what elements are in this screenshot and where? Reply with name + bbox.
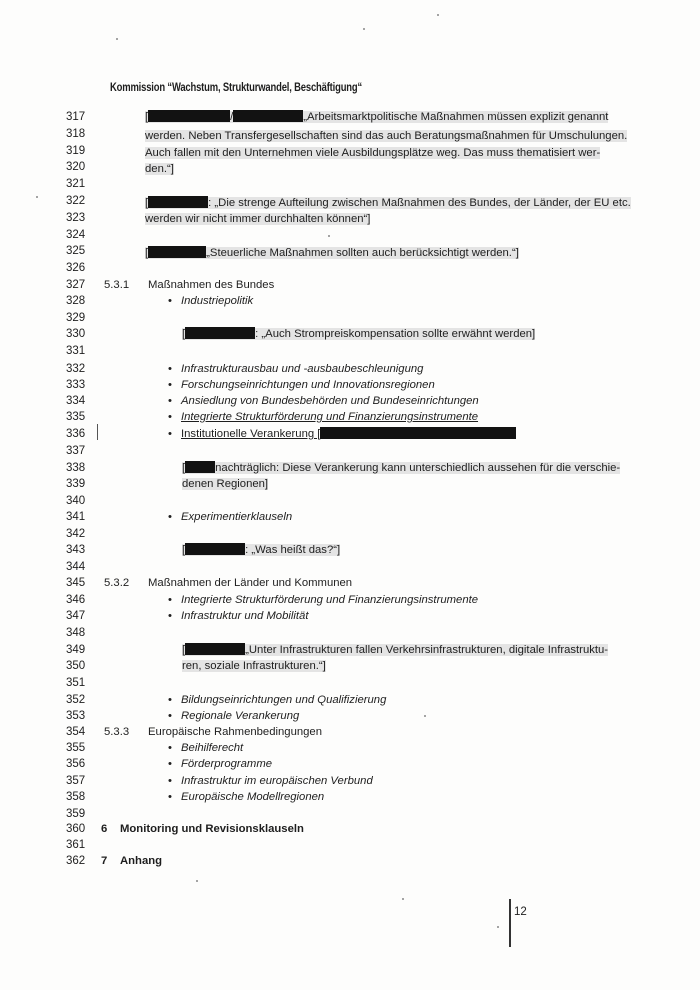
redaction-bar — [148, 246, 206, 258]
scan-speck — [36, 196, 38, 198]
scan-speck — [402, 898, 404, 900]
line-number: 354 — [66, 726, 86, 738]
line-number: 339 — [66, 478, 86, 490]
line-number: 361 — [66, 839, 86, 851]
bullet-item: • Infrastruktur im europäischen Verbund — [181, 774, 373, 788]
line-number: 344 — [66, 561, 86, 573]
line-number: 346 — [66, 594, 86, 606]
line-number: 323 — [66, 212, 86, 224]
line-number: 320 — [66, 161, 86, 173]
section-title-5-3-2: Maßnahmen der Länder und Kommunen — [148, 577, 353, 589]
line-number: 317 — [66, 111, 86, 123]
line-number: 328 — [66, 295, 86, 307]
margin-change-bar — [97, 424, 98, 440]
line-number: 352 — [66, 694, 86, 706]
section-number-7: 7 — [101, 855, 108, 867]
bullet-item: • Ansiedlung von Bundesbehörden und Bundeseinrichtungen — [181, 394, 479, 408]
redaction-bar — [185, 543, 245, 555]
line-number: 318 — [66, 128, 86, 140]
scan-speck — [437, 14, 439, 16]
bullet-item: • Infrastrukturausbau und -ausbaubeschleunigung — [181, 362, 423, 376]
line-number: 319 — [66, 145, 86, 157]
line-number: 345 — [66, 577, 86, 589]
section-number-5-3-3: 5.3.3 — [104, 726, 130, 738]
line-number: 322 — [66, 195, 86, 207]
redaction-bar — [233, 110, 303, 122]
line-number: 358 — [66, 791, 86, 803]
comment-349-line2: ren, soziale Infrastrukturen.“] — [182, 660, 326, 672]
redaction-bar — [185, 327, 255, 339]
line-number: 348 — [66, 627, 86, 639]
line-number: 321 — [66, 178, 86, 190]
line-number: 332 — [66, 363, 86, 375]
comment-317-line3: Auch fallen mit den Unternehmen viele Ausbildungsplätze weg. Das muss thematisiert wer- — [145, 147, 601, 159]
comment-338-line2: denen Regionen] — [182, 478, 269, 490]
line-number: 349 — [66, 644, 86, 656]
line-number: 326 — [66, 262, 86, 274]
bullet-item: • Förderprogramme — [181, 757, 272, 771]
comment-322: [ : „Die strenge Aufteilung zwischen Maßnahmen des Bundes, der Länder, der EU etc. — [145, 197, 631, 209]
bullet-item: • Integrierte Strukturförderung und Finanzierungsinstrumente — [181, 593, 478, 607]
bracket-slash: / — [230, 111, 234, 123]
line-number: 351 — [66, 677, 86, 689]
comment-317 — [145, 110, 615, 124]
bullet-item: • Europäische Modellregionen — [181, 790, 324, 804]
comment-325: [ „Steuerliche Maßnahmen sollten auch berücksichtigt werden.“] — [145, 247, 519, 259]
redaction-bar — [148, 110, 230, 122]
page-number-bar — [509, 899, 511, 947]
comment-322-line2: werden wir nicht immer durchhalten können“] — [145, 213, 371, 225]
line-number: 362 — [66, 855, 86, 867]
line-number: 340 — [66, 495, 86, 507]
redaction-bar — [320, 427, 516, 439]
section-title-5-3-1: Maßnahmen des Bundes — [148, 279, 275, 291]
line-number: 342 — [66, 528, 86, 540]
line-number: 330 — [66, 328, 86, 340]
bullet-item: • Integrierte Strukturförderung und Finanzierungsinstrumente — [181, 410, 478, 424]
comment-317-line4: den.“] — [145, 163, 174, 175]
scan-speck — [196, 880, 198, 882]
line-number: 341 — [66, 511, 86, 523]
line-number: 327 — [66, 279, 86, 291]
page-number: 12 — [514, 906, 527, 918]
line-number: 336 — [66, 428, 86, 440]
line-number: 359 — [66, 808, 86, 820]
comment-343: [ : „Was heißt das?“] — [182, 544, 341, 556]
redaction-bar — [185, 643, 245, 655]
line-number: 350 — [66, 660, 86, 672]
section-number-6: 6 — [101, 823, 108, 835]
scan-speck — [497, 926, 499, 928]
line-number: 353 — [66, 710, 86, 722]
line-number: 331 — [66, 345, 86, 357]
comment-text: „Arbeitsmarktpolitische Maßnahmen müssen explizit genannt — [303, 111, 609, 123]
line-number: 357 — [66, 775, 86, 787]
line-number: 356 — [66, 758, 86, 770]
scan-speck — [328, 235, 330, 237]
bullet-item: • Experimentierklauseln — [181, 510, 292, 524]
section-title-6: Monitoring und Revisionsklauseln — [120, 823, 304, 835]
scan-speck — [116, 38, 118, 40]
redaction-bar — [148, 196, 208, 208]
comment-338: [ nachträglich: Diese Verankerung kann unterschiedlich aussehen für die verschie- — [182, 462, 621, 474]
bracket-open: [ — [145, 111, 149, 123]
section-number-5-3-1: 5.3.1 — [104, 279, 130, 291]
line-number: 337 — [66, 445, 86, 457]
bullet-item: • Infrastruktur und Mobilität — [181, 609, 308, 623]
line-number: 333 — [66, 379, 86, 391]
line-number: 347 — [66, 610, 86, 622]
bullet-item: • Bildungseinrichtungen und Qualifizierung — [181, 693, 386, 707]
bullet-item: • Beihilferecht — [181, 741, 243, 755]
bullet-item: • Regionale Verankerung — [181, 709, 299, 723]
line-number: 335 — [66, 411, 86, 423]
section-number-5-3-2: 5.3.2 — [104, 577, 130, 589]
page-header: Kommission “Wachstum, Strukturwandel, Beschäftigung“ — [110, 82, 363, 94]
line-number: 334 — [66, 395, 86, 407]
line-number: 355 — [66, 742, 86, 754]
line-number: 329 — [66, 312, 86, 324]
line-number: 324 — [66, 229, 86, 241]
bullet-item: • Forschungseinrichtungen und Innovationsregionen — [181, 378, 435, 392]
bullet-item: • Industriepolitik — [181, 294, 253, 308]
section-title-7: Anhang — [120, 855, 163, 867]
section-title-5-3-3: Europäische Rahmenbedingungen — [148, 726, 322, 738]
scan-speck — [363, 28, 365, 30]
bullet-item: • Institutionelle Verankerung [ — [181, 427, 516, 441]
redaction-bar — [185, 461, 215, 473]
comment-330: [ : „Auch Strompreiskompensation sollte erwähnt werden] — [182, 328, 536, 340]
comment-317-line2: werden. Neben Transfergesellschaften sind das auch Beratungsmaßnahmen für Umschulungen. — [145, 130, 628, 142]
line-number: 338 — [66, 462, 86, 474]
line-number: 343 — [66, 544, 86, 556]
line-number: 360 — [66, 823, 86, 835]
line-number: 325 — [66, 245, 86, 257]
scan-speck — [424, 715, 426, 717]
comment-349: [ „Unter Infrastrukturen fallen Verkehrsinfrastrukturen, digitale Infrastruktu- — [182, 644, 609, 656]
